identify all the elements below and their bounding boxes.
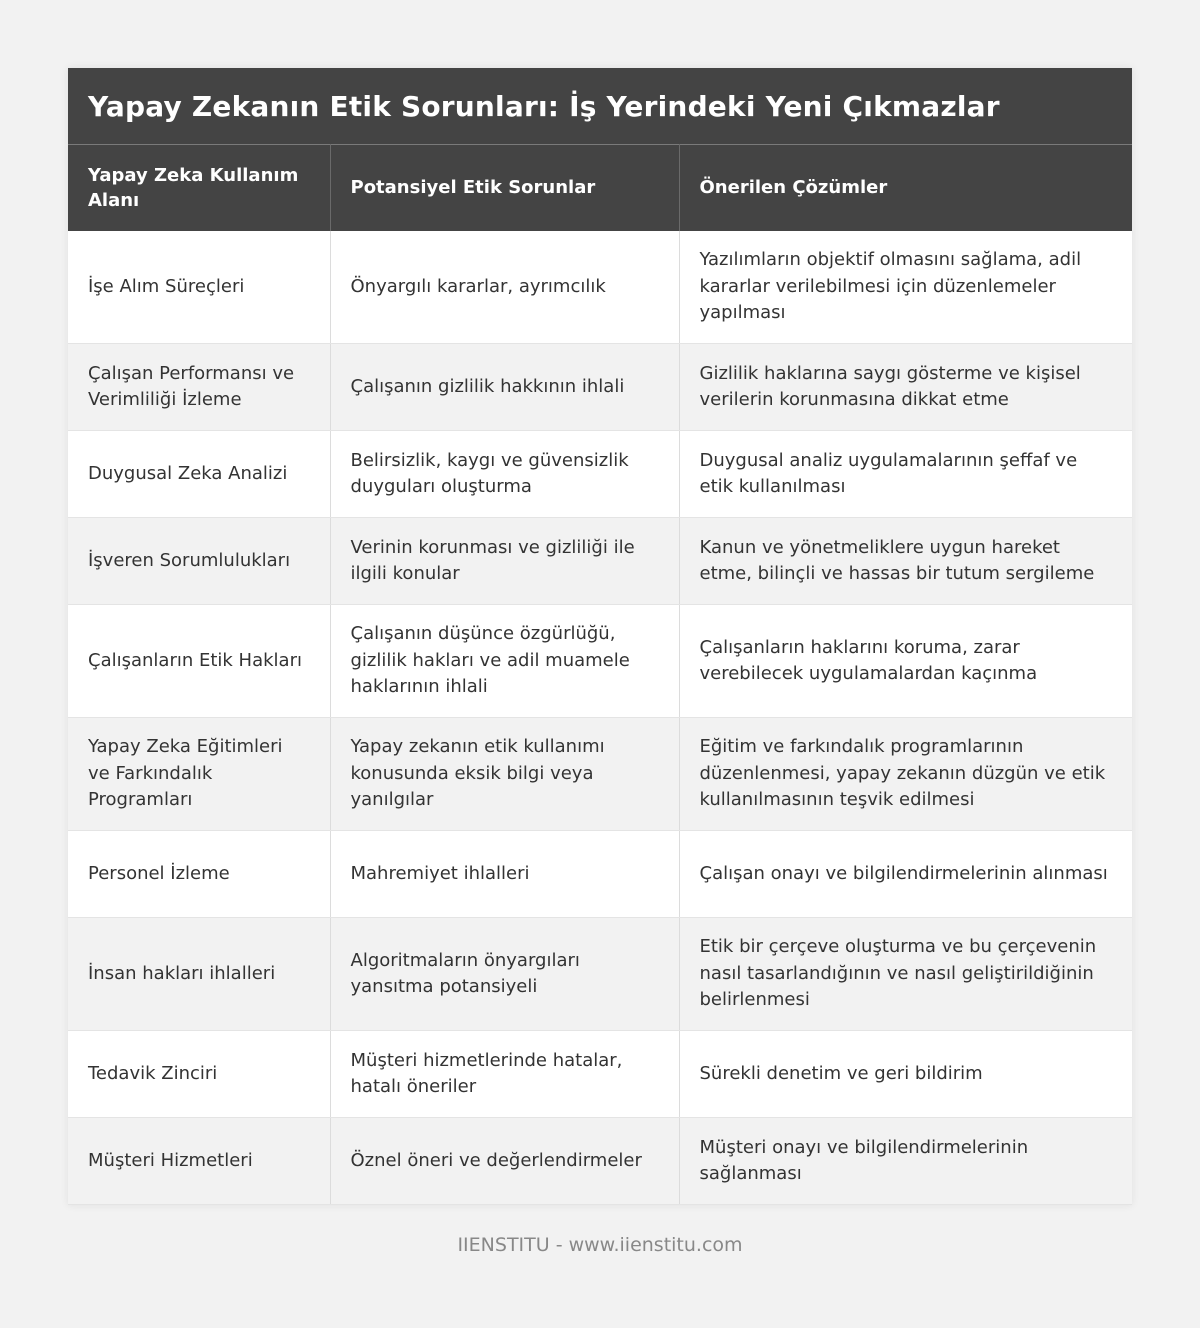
cell-ethical-issue: Belirsizlik, kaygı ve güvensizlik duyguları oluşturma: [330, 431, 679, 518]
cell-usage-area: Tedavik Zinciri: [68, 1031, 330, 1118]
cell-solution: Gizlilik haklarına saygı gösterme ve kişisel verilerin korunmasına dikkat etme: [679, 344, 1132, 431]
cell-ethical-issue: Öznel öneri ve değerlendirmeler: [330, 1118, 679, 1205]
table-row: [68, 231, 1132, 344]
cell-usage-area: İşveren Sorumlulukları: [68, 518, 330, 605]
table-header-row: [68, 145, 1132, 231]
table-row: [68, 1031, 1132, 1118]
column-header-solutions: Önerilen Çözümler: [679, 145, 1132, 231]
cell-ethical-issue: Önyargılı kararlar, ayrımcılık: [330, 231, 679, 344]
cell-usage-area: Çalışan Performansı ve Verimliliği İzleme: [68, 344, 330, 431]
cell-solution: Yazılımların objektif olmasını sağlama, adil kararlar verilebilmesi için düzenlemeler yapılması: [679, 231, 1132, 344]
cell-usage-area: Çalışanların Etik Hakları: [68, 605, 330, 718]
column-header-ethical-issues: Potansiyel Etik Sorunlar: [330, 145, 679, 231]
cell-solution: Duygusal analiz uygulamalarının şeffaf ve etik kullanılması: [679, 431, 1132, 518]
cell-solution: Çalışan onayı ve bilgilendirmelerinin alınması: [679, 831, 1132, 918]
table-row: [68, 518, 1132, 605]
table-row: [68, 431, 1132, 518]
page-title: Yapay Zekanın Etik Sorunları: İş Yerindeki Yeni Çıkmazlar: [88, 89, 1000, 123]
cell-solution: Sürekli denetim ve geri bildirim: [679, 1031, 1132, 1118]
table-row: [68, 344, 1132, 431]
ethics-table: [68, 144, 1132, 1205]
table-row: [68, 718, 1132, 831]
cell-ethical-issue: Çalışanın gizlilik hakkının ihlali: [330, 344, 679, 431]
cell-ethical-issue: Mahremiyet ihlalleri: [330, 831, 679, 918]
table-row: [68, 1118, 1132, 1205]
cell-usage-area: Müşteri Hizmetleri: [68, 1118, 330, 1205]
cell-ethical-issue: Müşteri hizmetlerinde hatalar, hatalı öneriler: [330, 1031, 679, 1118]
cell-usage-area: Duygusal Zeka Analizi: [68, 431, 330, 518]
cell-solution: Eğitim ve farkındalık programlarının düzenlenmesi, yapay zekanın düzgün ve etik kullanılmasının teşvik edilmesi: [679, 718, 1132, 831]
cell-ethical-issue: Verinin korunması ve gizliliği ile ilgili konular: [330, 518, 679, 605]
table-row: [68, 831, 1132, 918]
footer-credit: IIENSTITU - www.iienstitu.com: [457, 1234, 743, 1256]
cell-ethical-issue: Çalışanın düşünce özgürlüğü, gizlilik hakları ve adil muamele haklarının ihlali: [330, 605, 679, 718]
table-row: [68, 605, 1132, 718]
table-row: [68, 918, 1132, 1031]
cell-usage-area: Personel İzleme: [68, 831, 330, 918]
cell-ethical-issue: Yapay zekanın etik kullanımı konusunda eksik bilgi veya yanılgılar: [330, 718, 679, 831]
cell-usage-area: Yapay Zeka Eğitimleri ve Farkındalık Programları: [68, 718, 330, 831]
cell-solution: Müşteri onayı ve bilgilendirmelerinin sağlanması: [679, 1118, 1132, 1205]
cell-usage-area: İnsan hakları ihlalleri: [68, 918, 330, 1031]
column-header-usage-area: Yapay Zeka Kullanım Alanı: [68, 145, 330, 231]
cell-solution: Etik bir çerçeve oluşturma ve bu çerçevenin nasıl tasarlandığının ve nasıl geliştirildiğinin belirlenmesi: [679, 918, 1132, 1031]
cell-usage-area: İşe Alım Süreçleri: [68, 231, 330, 344]
cell-ethical-issue: Algoritmaların önyargıları yansıtma potansiyeli: [330, 918, 679, 1031]
table-card: [68, 68, 1132, 1205]
title-bar: [68, 68, 1132, 144]
cell-solution: Kanun ve yönetmeliklere uygun hareket etme, bilinçli ve hassas bir tutum sergileme: [679, 518, 1132, 605]
cell-solution: Çalışanların haklarını koruma, zarar verebilecek uygulamalardan kaçınma: [679, 605, 1132, 718]
